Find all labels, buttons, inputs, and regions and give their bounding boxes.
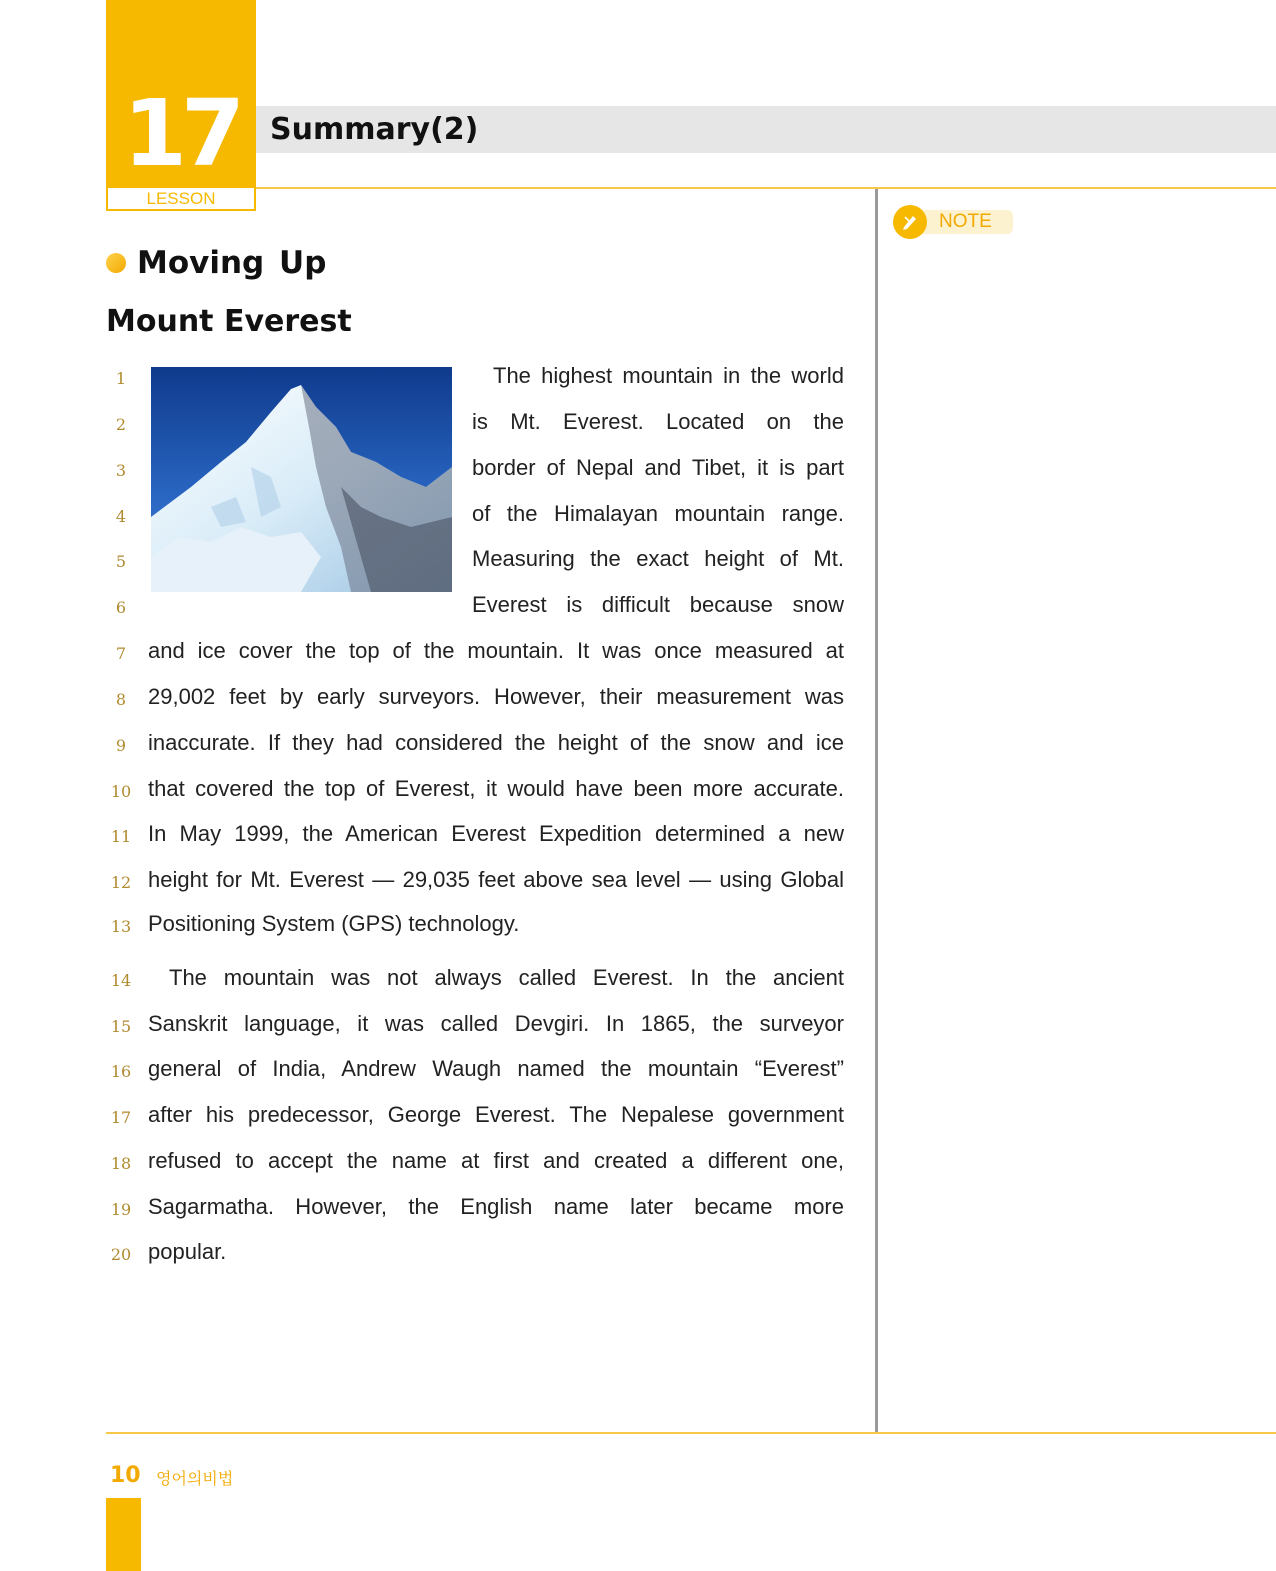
- lesson-label: LESSON: [106, 188, 256, 211]
- page-edge-tab: [106, 1498, 141, 1571]
- line-number: 18: [110, 1154, 132, 1173]
- lesson-number-block: [106, 0, 256, 190]
- text-line: that covered the top of Everest, it would have been more accurate.: [148, 776, 844, 801]
- text-line: Everest is difficult because snow: [472, 592, 844, 617]
- line-number: 19: [110, 1200, 132, 1219]
- line-number: 9: [115, 736, 127, 755]
- text-line: Positioning System (GPS) technology.: [148, 911, 520, 936]
- line-number: 4: [115, 507, 127, 526]
- book-name: 영어의비법: [156, 1471, 234, 1488]
- line-number: 6: [115, 598, 127, 617]
- line-number: 1: [115, 369, 127, 388]
- text-line: height for Mt. Everest ― 29,035 feet above sea level ― using Global: [148, 867, 844, 892]
- text-line: Sanskrit language, it was called Devgiri. In 1865, the surveyor: [148, 1011, 844, 1036]
- note-tag: [893, 205, 1013, 239]
- text-line: popular.: [148, 1239, 227, 1264]
- line-number: 3: [115, 461, 127, 480]
- line-number: 2: [115, 415, 127, 434]
- line-number: 14: [110, 971, 132, 990]
- mountain-photo: [151, 367, 452, 592]
- text-line: inaccurate. If they had considered the height of the snow and ice: [148, 730, 844, 755]
- line-number: 20: [110, 1245, 132, 1264]
- page-number: 10: [110, 1463, 141, 1488]
- line-number: 13: [110, 917, 132, 936]
- text-line: The highest mountain in the world: [493, 363, 844, 388]
- text-line: general of India, Andrew Waugh named the mountain “Everest”: [148, 1056, 844, 1081]
- line-number: 5: [115, 552, 127, 571]
- line-number: 7: [115, 644, 127, 663]
- text-line: Sagarmatha. However, the English name later became more: [148, 1194, 844, 1219]
- text-line: border of Nepal and Tibet, it is part: [472, 455, 844, 480]
- text-line: and ice cover the top of the mountain. It was once measured at: [148, 638, 844, 663]
- lesson-title-bar: [256, 106, 1276, 153]
- text-line: is Mt. Everest. Located on the: [472, 409, 844, 434]
- note-column-divider: [875, 189, 878, 1433]
- top-divider: [256, 187, 1276, 189]
- lesson-title: Summary(2): [270, 112, 479, 147]
- line-number: 11: [110, 827, 132, 846]
- text-line: of the Himalayan mountain range.: [472, 501, 844, 526]
- text-line: refused to accept the name at first and created a different one,: [148, 1148, 844, 1173]
- line-number: 16: [110, 1062, 132, 1081]
- pen-icon: [893, 205, 927, 239]
- text-line: 29,002 feet by early surveyors. However, their measurement was: [148, 684, 844, 709]
- text-line: In May 1999, the American Everest Expedition determined a new: [148, 821, 844, 846]
- note-label: NOTE: [939, 211, 992, 232]
- bottom-divider: [106, 1432, 1276, 1434]
- article-title: Mount Everest: [106, 304, 352, 339]
- section-heading: Moving Up: [137, 245, 327, 281]
- text-line: The mountain was not always called Everest. In the ancient: [169, 965, 844, 990]
- line-number: 12: [110, 873, 132, 892]
- line-number: 15: [110, 1017, 132, 1036]
- text-line: after his predecessor, George Everest. The Nepalese government: [148, 1102, 844, 1127]
- text-line: Measuring the exact height of Mt.: [472, 546, 844, 571]
- line-number: 8: [115, 690, 127, 709]
- line-number: 10: [110, 782, 132, 801]
- lesson-number: 17: [122, 80, 240, 187]
- line-number: 17: [110, 1108, 132, 1127]
- section-bullet-icon: [106, 253, 126, 273]
